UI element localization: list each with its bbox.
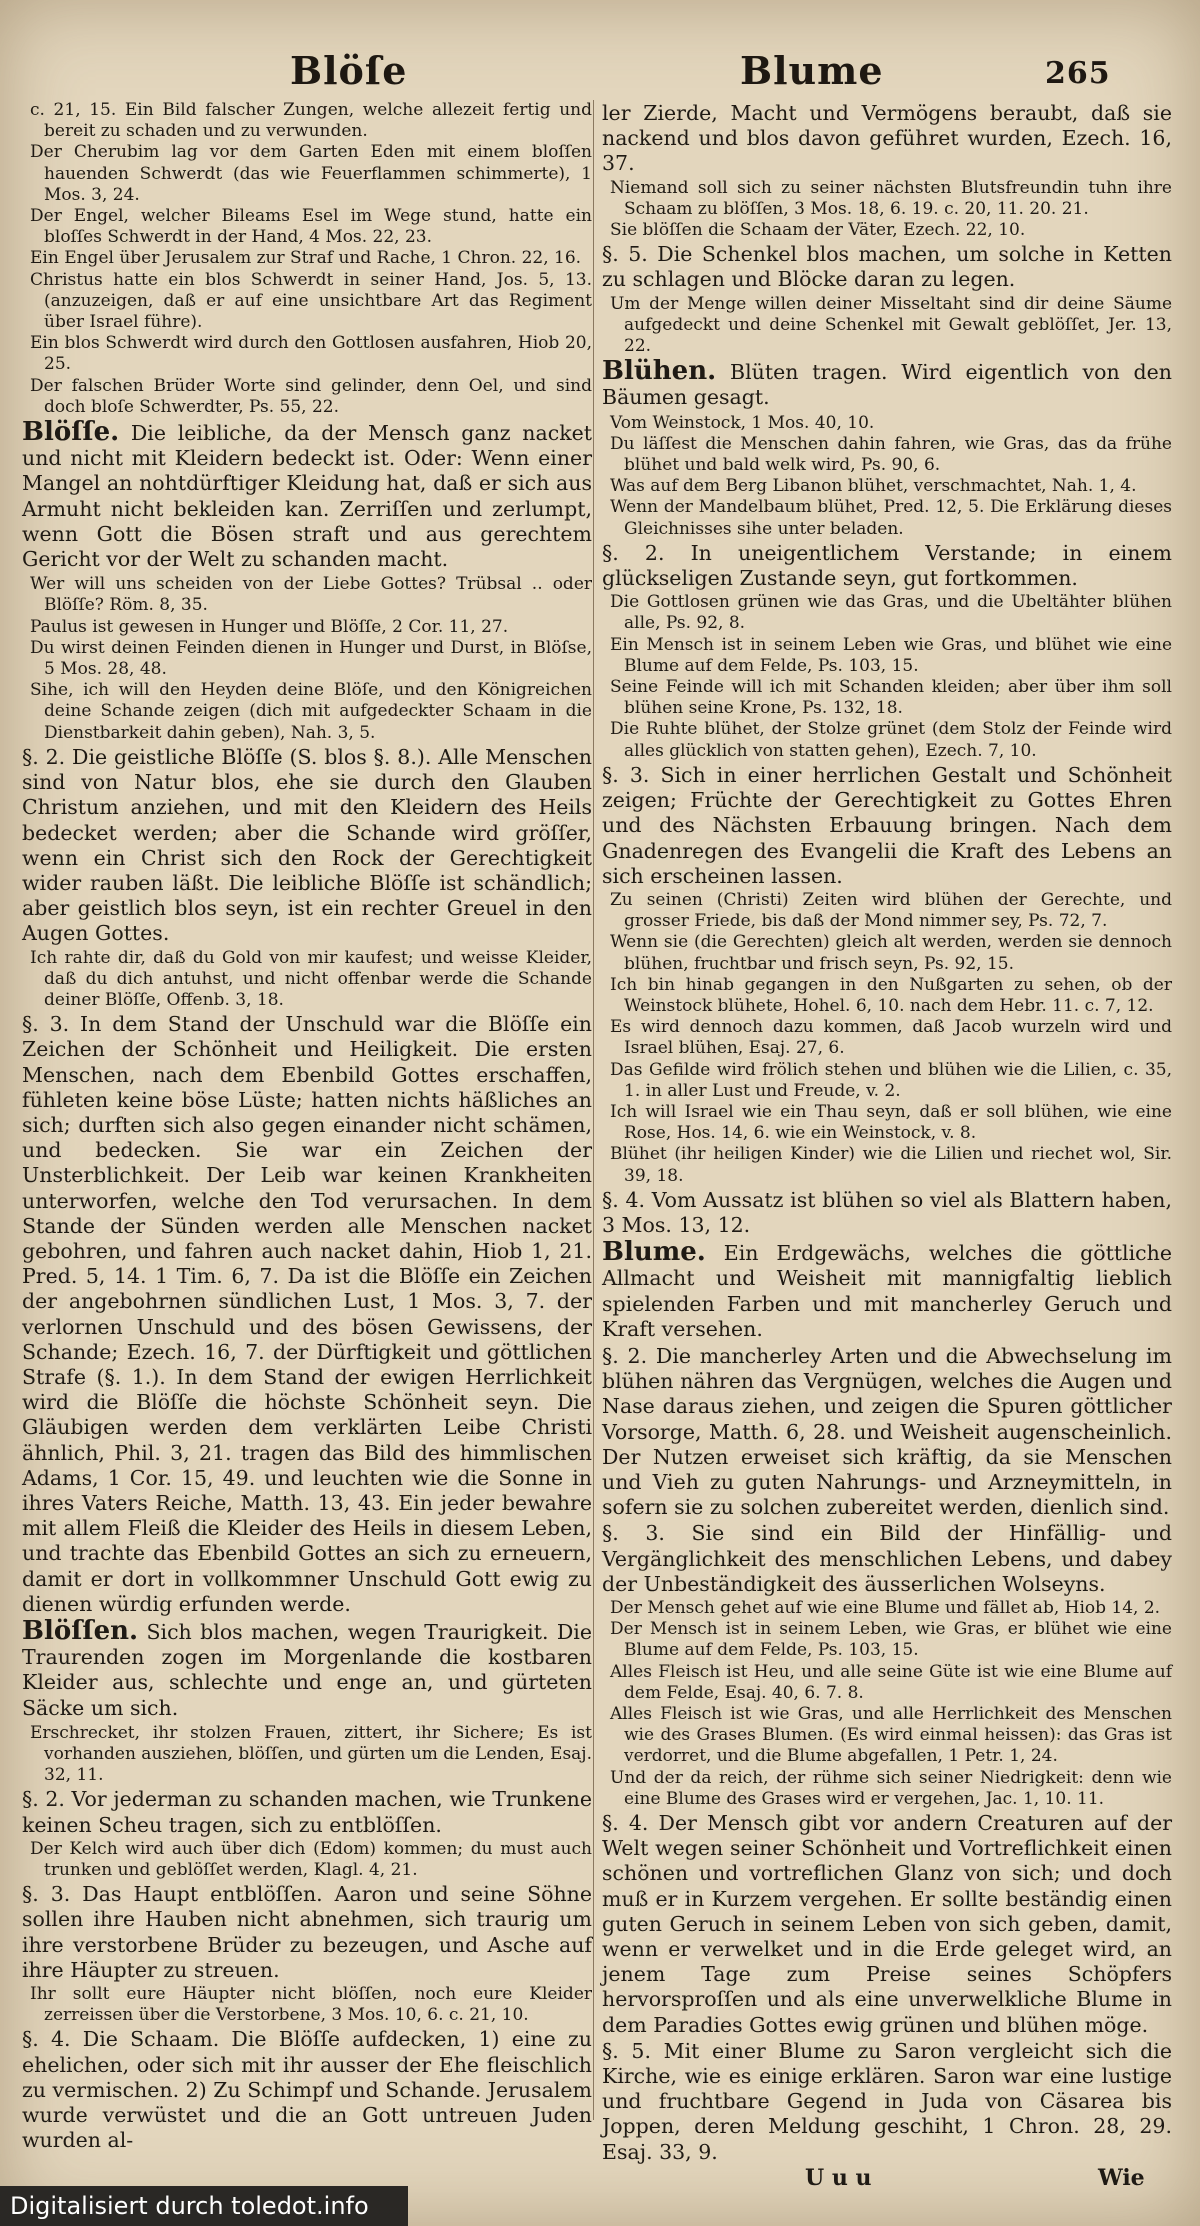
scripture-citation: Der Engel, welcher Bileams Esel im Wege stund, hatte ein bloſſes Schwerdt in der Hand, 4 Mos. 22, 23. bbox=[30, 206, 592, 248]
scripture-citation: Ein Engel über Jerusalem zur Straf und Rache, 1 Chron. 22, 16. bbox=[30, 248, 582, 269]
left-column bbox=[22, 100, 592, 2154]
scripture-citation: Um der Menge willen deiner Misseltaht sind dir deine Säume aufgedeckt und deine Schenkel mit Gewalt geblöſſet, Jer. 13, 22. bbox=[610, 293, 1172, 357]
section-paragraph: §. 2. Die mancherley Arten und die Abwechselung im blühen nähren das Vergnügen, welches die Augen und Nase daraus ziehen, und zeigen die Spuren göttlicher Vorsorge, Matth. 6, 28. und Weisheit augenscheinlich. Der Nutzen erweiset sich kräftig, da sie Menschen und Vieh zu guten Nahrungs- und Arzneymitteln, in sofern sie zu solchen zubereitet werden, dienlich sind. bbox=[602, 1343, 1172, 1520]
scripture-citation: Sie blöſſen die Schaam der Väter, Ezech. 22, 10. bbox=[610, 220, 1026, 241]
section-paragraph: §. 2. Die geistliche Blöſſe (S. blos §. 8.). Alle Menschen sind von Natur blos, ehe sie durch den Glauben Christum anziehen, und mit den Kleidern des Heils bedecket werden; aber die Schande wird gröſſer, wenn ein Christ sich den Rock der Gerechtigkeit wider rauben läßt. Die leibliche Blöſſe ist schändlich; aber geistlich blos seyn, ist ein rechter Greuel in den Augen Gottes. bbox=[22, 744, 592, 946]
scripture-citation: Ich will Israel wie ein Thau seyn, daß er soll blühen, wie eine Rose, Hos. 14, 6. wie ein Weinstock, v. 8. bbox=[610, 1101, 1172, 1144]
scripture-citation: c. 21, 15. Ein Bild falscher Zungen, welche allezeit fertig und bereit zu schaden und zu verwunden. bbox=[30, 100, 592, 142]
entry-text: Ein Erdgewächs, welches die göttliche Allmacht und Weisheit mit mannigfaltig lieblich spielenden Farben und mit mancherley Geruch und Kraft versehen. bbox=[602, 1241, 1172, 1341]
scripture-citation: Niemand soll sich zu seiner nächsten Blutsfreundin tuhn ihre Schaam zu blöſſen, 3 Mos. 18, 6. 19. c. 20, 11. 20. 21. bbox=[610, 177, 1172, 219]
scripture-citation: Erschrecket, ihr stolzen Frauen, zittert, ihr Sichere; Es ist vorhanden ausziehen, blöſſen, und gürten um die Lenden, Esaj. 32, 11. bbox=[30, 1722, 592, 1786]
scripture-citation: Der falschen Brüder Worte sind gelinder, denn Oel, und sind doch bloſe Schwerdter, Ps. 55, 22. bbox=[30, 375, 592, 417]
scripture-citation: Der Kelch wird auch über dich (Edom) kommen; du must auch trunken und geblöſſet werden, Klagl. 4, 21. bbox=[30, 1838, 592, 1881]
entry-text: Sich blos machen, wegen Traurigkeit. Die Traurenden zogen im Morgenlande die kostbaren Kleider aus, schlechte und enge an, und gürteten Säcke um sich. bbox=[22, 1620, 592, 1720]
scripture-citation: Blühet (ihr heiligen Kinder) wie die Lilien und riechet wol, Sir. 39, 18. bbox=[610, 1144, 1172, 1186]
scripture-citation: Der Cherubim lag vor dem Garten Eden mit einem bloſſen hauenden Schwerdt (das wie Feuerflammen schimmerte), 1 Mos. 3, 24. bbox=[30, 142, 592, 205]
section-paragraph: §. 3. Sich in einer herrlichen Gestalt und Schönheit zeigen; Früchte der Gerechtigkeit zu Gottes Ehren und des Nächsten Erbauung bringen. Nach dem Gnadenregen des Evangelii die Kraft des Lebens an sich erscheinen lassen. bbox=[602, 762, 1172, 888]
section-paragraph: §. 3. Das Haupt entblöſſen. Aaron und seine Söhne sollen ihre Hauben nicht abnehmen, sich traurig um ihre verstorbene Brüder zu bezeugen, und Asche auf ihre Häupter zu streuen. bbox=[22, 1882, 592, 1982]
scripture-citation: Ich bin hinab gegangen in den Nußgarten zu sehen, ob der Weinstock blühete, Hohel. 6, 10. nach dem Hebr. 11. c. 7, 12. bbox=[610, 974, 1172, 1016]
scripture-citation: Du wirst deinen Feinden dienen in Hunger und Durst, in Blöſse, 5 Mos. 28, 48. bbox=[30, 637, 592, 680]
section-paragraph: §. 5. Die Schenkel blos machen, um solche in Ketten zu schlagen und Blöcke daran zu legen. bbox=[602, 242, 1172, 292]
scripture-citation: Der Mensch ist in seinem Leben, wie Gras, er blühet wie eine Blume auf dem Felde, Ps. 103, 15. bbox=[610, 1619, 1172, 1661]
scripture-citation: Paulus ist gewesen in Hunger und Blöſſe, 2 Cor. 11, 27. bbox=[30, 616, 509, 637]
section-paragraph: §. 2. Vor jederman zu schanden machen, wie Trunkene keinen Scheu tragen, sich zu entblöſſen. bbox=[22, 1787, 592, 1837]
entry-headword: Blühen. bbox=[602, 356, 717, 387]
section-paragraph: §. 5. Mit einer Blume zu Saron vergleicht sich die Kirche, wie es einige erklären. Saron war eine lustige und fruchtbare Gegend in Juda von Cäsarea bis Joppen, deren Meldung geschiht, 1 Chron. 28, 29. Esaj. 33, 9. bbox=[602, 2038, 1172, 2164]
section-paragraph: §. 3. Sie sind ein Bild der Hinfällig- und Vergänglichkeit des menschlichen Lebens, und dabey der Unbeständigkeit des äusserlichen Wolseyns. bbox=[602, 1521, 1172, 1596]
section-paragraph: §. 4. Vom Aussatz ist blühen so viel als Blattern haben, 3 Mos. 13, 12. bbox=[602, 1187, 1172, 1237]
scripture-citation: Alles Fleisch ist Heu, und alle seine Güte ist wie eine Blume auf dem Felde, Esaj. 40, 6. 7. 8. bbox=[610, 1661, 1172, 1703]
scripture-citation: Ich rahte dir, daß du Gold von mir kaufest; und weisse Kleider, daß du dich antuhst, und nicht offenbar werde die Schande deiner Blöſſe, Offenb. 3, 18. bbox=[30, 947, 592, 1010]
section-paragraph: §. 4. Die Schaam. Die Blöſſe aufdecken, 1) eine zu ehelichen, oder sich mit ihr ausser der Ehe fleischlich zu vermischen. 2) Zu Schimpf und Schande. Jerusalem wurde verwüstet und die an Gott untreuen Juden wurden al- bbox=[22, 2027, 592, 2153]
scripture-citation: Was auf dem Berg Libanon blühet, verschmachtet, Nah. 1, 4. bbox=[610, 476, 1137, 497]
entry-text: Blüten tragen. Wird eigentlich von den Bäumen gesagt. bbox=[602, 360, 1172, 410]
entry-headword: Blöſſen. bbox=[22, 1616, 139, 1646]
entry-headword: Blume. bbox=[602, 1237, 706, 1268]
catchword: Wie bbox=[1098, 2165, 1145, 2191]
section-paragraph: §. 3. In dem Stand der Unschuld war die Blöſſe ein Zeichen der Schönheit und Heiligkeit. Die ersten Menschen, nach dem Ebenbild Gottes erschaffen, fühleten keine böse Lüste; hatten nichts häßliches an sich; durften sich also gegen einander nicht schämen, und bedecken. Sie war ein Zeichen der Unsterblichkeit. Der Leib war keinen Krankheiten unterworfen, welche den Tod verursachen. In dem Stande der Sünden werden alle Menschen nacket gebohren, und fahren auch nacket dahin, Hiob 1, 21. Pred. 5, 14. 1 Tim. 6, 7. Da ist die Blöſſe ein Zeichen der angebohrnen sündlichen Lust, 1 Mos. 3, 7. der verlornen Unschuld und des bösen Gewissens, der Schande; Ezech. 16, 7. der Dürftigkeit und göttlichen Strafe (§. 1.). In dem Stand der ewigen Herrlichkeit wird die Blöſſe die höchste Schönheit seyn. Die Gläubigen werden dem verklärten Leibe Christi ähnlich, Phil. 3, 21. tragen das Bild des himmlischen Adams, 1 Cor. 15, 49. und leuchten wie die Sonne in ihres Vaters Reiche, Matth. 13, 43. Ein jeder bewahre mit allem Fleiß die Kleider des Heils in diesem Leben, und trachte das Ebenbild Gottes an sich zu erneuern, damit er dort in vollkommner Unschuld Gott ewig zu dienen würdig erfunden werde. bbox=[22, 1012, 592, 1616]
scripture-citation: Ein Mensch ist in seinem Leben wie Gras, und blühet wie eine Blume auf dem Felde, Ps. 103, 15. bbox=[610, 634, 1172, 676]
page-number: 265 bbox=[1045, 56, 1111, 91]
signature-mark: U u u bbox=[805, 2165, 872, 2191]
scripture-citation: Wenn der Mandelbaum blühet, Pred. 12, 5. Die Erklärung dieses Gleichnisses sihe unter beladen. bbox=[610, 497, 1172, 539]
section-paragraph: §. 2. In uneigentlichem Verstande; in einem glückseligen Zustande seyn, gut fortkommen. bbox=[602, 540, 1172, 591]
scripture-citation: Es wird dennoch dazu kommen, daß Jacob wurzeln wird und Israel blühen, Esaj. 27, 6. bbox=[610, 1017, 1172, 1059]
scripture-citation: Sihe, ich will den Heyden deine Blöſe, und den Königreichen deine Schande zeigen (dich mit aufgedeckter Schaam in die Dienstbarkeit dahin geben), Nah. 3, 5. bbox=[30, 680, 592, 743]
scripture-citation: Die Ruhte blühet, der Stolze grünet (dem Stolz der Feinde wird alles glücklich von statten gehen), Ezech. 7, 10. bbox=[610, 719, 1172, 761]
scripture-citation: Die Gottlosen grünen wie das Gras, und die Ubeltähter blühen alle, Ps. 92, 8. bbox=[610, 592, 1172, 634]
section-paragraph: §. 4. Der Mensch gibt vor andern Creaturen auf der Welt wegen seiner Schönheit und Vortreflichkeit einen schönen und vortreflichen Glanz von sich; und doch muß er in Kurzem vergehen. Er sollte beständig einen guten Geruch in seinem Leben von sich geben, damit, wenn er verwelket und in die Erde geleget wird, an jenem Tage zum Preise seines Schöpfers hervorsproſſen und als eine unverwelkliche Blume in dem Paradies Gottes ewig grünen und blühen möge. bbox=[602, 1811, 1172, 2037]
scripture-citation: Der Mensch gehet auf wie eine Blume und fället ab, Hiob 14, 2. bbox=[610, 1598, 1161, 1618]
scripture-citation: Und der da reich, der rühme sich seiner Niedrigkeit: denn wie eine Blume des Grases wird er vergehen, Jac. 1, 10. 11. bbox=[610, 1767, 1172, 1809]
column-divider bbox=[593, 100, 594, 2120]
running-head-left: Blöſe bbox=[290, 48, 408, 93]
scripture-citation: Das Gefilde wird frölich stehen und blühen wie die Lilien, c. 35, 1. in aller Lust und Freude, v. 2. bbox=[610, 1059, 1172, 1101]
scripture-citation: Zu seinen (Christi) Zeiten wird blühen der Gerechte, und grosser Friede, bis daß der Mond nimmer sey, Ps. 72, 7. bbox=[610, 889, 1172, 932]
scripture-citation: Ihr sollt eure Häupter nicht blöſſen, noch eure Kleider zerreissen über die Verstorbene, 3 Mos. 10, 6. c. 21, 10. bbox=[30, 1984, 592, 2026]
scripture-citation: Vom Weinstock, 1 Mos. 40, 10. bbox=[610, 412, 875, 433]
right-column bbox=[602, 100, 1172, 2166]
scripture-citation: Seine Feinde will ich mit Schanden kleiden; aber über ihm soll blühen seine Krone, Ps. 132, 18. bbox=[610, 677, 1172, 719]
dictionary-entry bbox=[22, 1616, 592, 1721]
dictionary-entry bbox=[22, 417, 592, 572]
scripture-citation: Ein blos Schwerdt wird durch den Gottlosen ausfahren, Hiob 20, 25. bbox=[30, 333, 592, 375]
scripture-citation: Christus hatte ein blos Schwerdt in seiner Hand, Jos. 5, 13. (anzuzeigen, daß er auf eine unsichtbare Art das Regiment über Israel führe). bbox=[30, 269, 592, 333]
scripture-citation: Alles Fleisch ist wie Gras, und alle Herrlichkeit des Menschen wie des Grases Blumen. (Es wird einmal heissen): das Gras ist verdorret, und die Blume abgefallen, 1 Petr. 1, 24. bbox=[610, 1704, 1172, 1767]
dictionary-entry bbox=[602, 1237, 1172, 1342]
section-paragraph: ler Zierde, Macht und Vermögens beraubt, daß sie nackend und blos davon geführet wurden, Ezech. 16, 37. bbox=[602, 101, 1172, 176]
running-head-right: Blume bbox=[740, 48, 884, 93]
dictionary-entry bbox=[602, 356, 1172, 410]
digitization-watermark: Digitalisiert durch toledot.info bbox=[0, 2186, 408, 2226]
entry-headword: Blöſſe. bbox=[22, 417, 120, 448]
scripture-citation: Du läſſest die Menschen dahin fahren, wie Gras, das da frühe blühet und bald welk wird, Ps. 90, 6. bbox=[610, 433, 1172, 476]
scripture-citation: Wenn sie (die Gerechten) gleich alt werden, werden sie dennoch blühen, fruchtbar und frisch seyn, Ps. 92, 15. bbox=[610, 932, 1172, 974]
entry-text: Die leibliche, da der Mensch ganz nacket und nicht mit Kleidern bedeckt ist. Oder: Wenn einer Mangel an nohtdürftiger Kleidung hat, daß er sich aus Armuht nicht bekleiden kan. Zerriſſen und zerlumpt, wenn Gott die Bösen straft und aus gerechtem Gericht vor der Welt zu schanden macht. bbox=[22, 421, 592, 572]
scripture-citation: Wer will uns scheiden von der Liebe Gottes? Trübsal .. oder Blöſſe? Röm. 8, 35. bbox=[30, 574, 592, 616]
